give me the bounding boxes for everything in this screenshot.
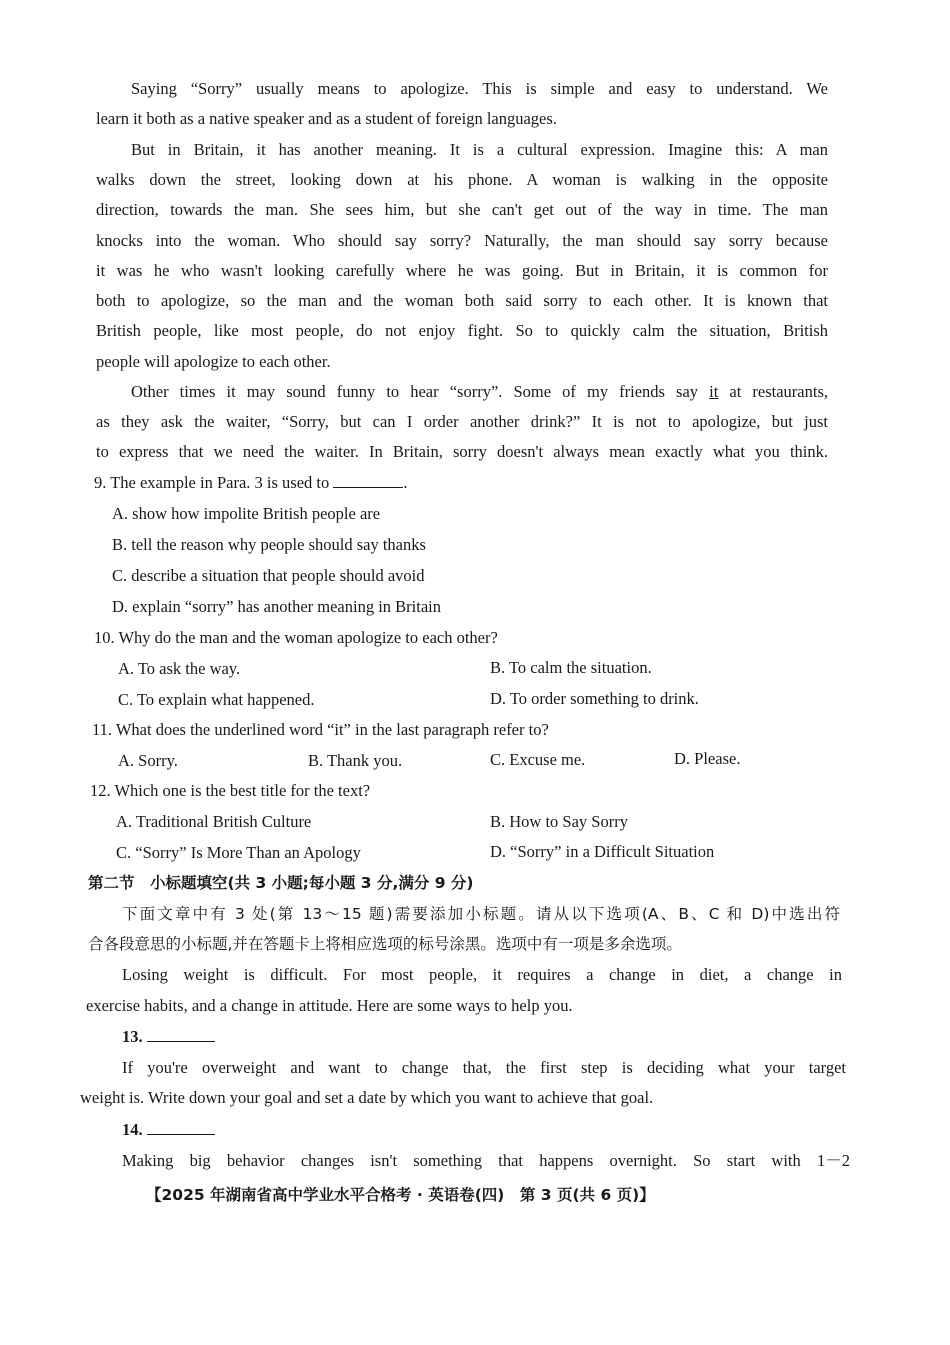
passage-p2-line-4: knocks into the woman. Who should say sorry? Naturally, the man should say sorry because — [96, 231, 828, 250]
intro-line-2: exercise habits, and a change in attitude. Here are some ways to help you. — [86, 996, 573, 1015]
question-11-stem: 11. What does the underlined word “it” in the last paragraph refer to? — [92, 720, 549, 739]
passage-p2-line-1: But in Britain, it has another meaning. It is a cultural expression. Imagine this: A man — [131, 140, 828, 159]
question-11-option-d: D. Please. — [674, 749, 741, 768]
intro-line-1: Losing weight is difficult. For most people, it requires a change in diet, a change in — [122, 965, 842, 984]
answer-blank — [147, 1027, 215, 1042]
passage-p2-line-5: it was he who wasn't looking carefully where he was going. But in Britain, it is common for — [96, 261, 828, 280]
passage-p3-line-3: to express that we need the waiter. In Britain, sorry doesn't always mean exactly what you think. — [96, 442, 828, 461]
question-10-stem: 10. Why do the man and the woman apologize to each other? — [94, 628, 498, 647]
section-2-instruction-line-1: 下面文章中有 3 处(第 13～15 题)需要添加小标题。请从以下选项(A、B、C 和 D)中选出符 — [122, 905, 840, 923]
passage-p1-line-2: learn it both as a native speaker and as a student of foreign languages. — [96, 109, 557, 128]
answer-blank — [147, 1120, 215, 1135]
question-12-option-c: C. “Sorry” Is More Than an Apology — [116, 843, 361, 862]
answer-blank — [333, 473, 403, 488]
question-12-option-b: B. How to Say Sorry — [490, 812, 628, 831]
passage-p3-text-a: Other times it may sound funny to hear “sorry”. Some of my friends say — [131, 382, 710, 401]
passage-p1-line-1: Saying “Sorry” usually means to apologize. This is simple and easy to understand. We — [131, 79, 828, 98]
passage-p2-line-6: both to apologize, so the man and the woman both said sorry to each other. It is known that — [96, 291, 828, 310]
question-13-heading — [122, 1026, 215, 1048]
question-9-end: . — [403, 473, 408, 492]
question-11-option-a: A. Sorry. — [118, 751, 178, 770]
passage-p3-line-1 — [131, 381, 828, 403]
passage-p2-line-8: people will apologize to each other. — [96, 352, 331, 371]
question-10-option-c: C. To explain what happened. — [118, 690, 315, 709]
question-14-heading — [122, 1119, 215, 1141]
section-2-instruction-line-2: 合各段意思的小标题,并在答题卡上将相应选项的标号涂黑。选项中有一项是多余选项。 — [88, 935, 682, 953]
passage-p2-line-2: walks down the street, looking down at his phone. A woman is walking in the opposite — [96, 170, 828, 189]
para-13-line-2: weight is. Write down your goal and set a date by which you want to achieve that goal. — [80, 1088, 654, 1107]
passage-p2-line-3: direction, towards the man. She sees him, but she can't get out of the way in time. The man — [96, 200, 828, 219]
question-10-option-b: B. To calm the situation. — [490, 658, 652, 677]
question-11-option-c: C. Excuse me. — [490, 750, 586, 769]
question-9-option-c: C. describe a situation that people should avoid — [112, 566, 425, 585]
question-9-stem — [94, 472, 407, 494]
passage-p3-text-b: at restaurants, — [718, 382, 828, 401]
question-11-option-b: B. Thank you. — [308, 751, 403, 770]
underlined-word-it: it — [709, 382, 719, 401]
question-10-option-d: D. To order something to drink. — [490, 689, 699, 708]
question-9-option-b: B. tell the reason why people should say thanks — [112, 535, 426, 554]
question-14-label: 14. — [122, 1120, 143, 1139]
question-13-label: 13. — [122, 1027, 143, 1046]
question-9-text: 9. The example in Para. 3 is used to — [94, 473, 330, 492]
question-10-option-a: A. To ask the way. — [118, 659, 241, 678]
question-12-option-d: D. “Sorry” in a Difficult Situation — [490, 842, 715, 861]
passage-p2-line-7: British people, like most people, do not enjoy fight. So to quickly calm the situation, British — [96, 321, 828, 340]
para-13-line-1: If you're overweight and want to change that, the first step is deciding what your target — [122, 1058, 846, 1077]
page-footer: 【2025 年湖南省高中学业水平合格考 · 英语卷(四) 第 3 页(共 6 页)】 — [146, 1186, 655, 1204]
para-14-line-1: Making big behavior changes isn't something that happens overnight. So start with 1－2 — [122, 1151, 850, 1170]
section-2-heading: 第二节 小标题填空(共 3 小题;每小题 3 分,满分 9 分) — [88, 874, 474, 892]
question-12-option-a: A. Traditional British Culture — [116, 812, 312, 831]
question-9-option-d: D. explain “sorry” has another meaning in Britain — [112, 597, 441, 616]
passage-p3-line-2: as they ask the waiter, “Sorry, but can I order another drink?” It is not to apologize, but just — [96, 412, 828, 431]
question-9-option-a: A. show how impolite British people are — [112, 504, 381, 523]
question-12-stem: 12. Which one is the best title for the text? — [90, 781, 371, 800]
